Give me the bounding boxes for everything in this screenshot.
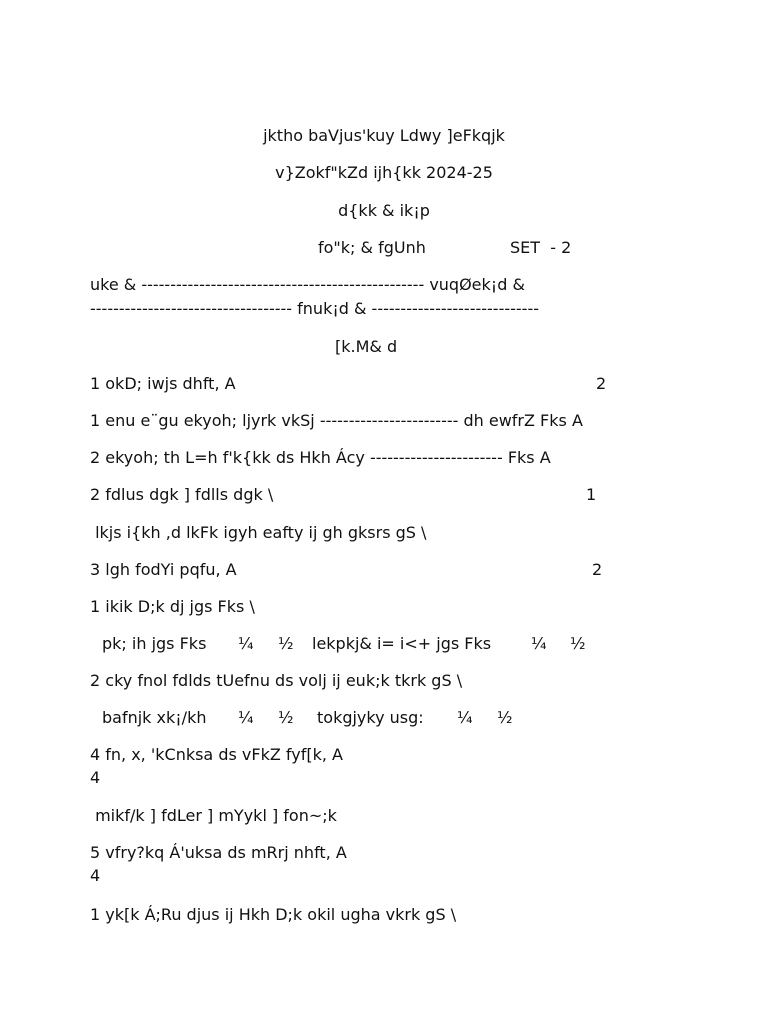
name-roll-line: uke & ------------------------------------------------- vuqØek¡d & xyxy=(90,275,525,294)
option-box-open: ¼ xyxy=(238,708,254,727)
option-3-1-b: lekpkj& i= i<+ jgs Fks xyxy=(312,634,492,653)
option-box-close: ½ xyxy=(497,708,513,727)
question-4-marks: 4 xyxy=(90,768,101,787)
option-3-2-b: tokgjyky usg: xyxy=(317,708,424,727)
question-4: 4 fn, x, 'kCnksa ds vFkZ fyf[k, A xyxy=(90,745,343,764)
question-3-item-1: 1 ikik D;k dj jgs Fks \ xyxy=(90,597,255,616)
section-heading: [k.M& d xyxy=(335,337,398,356)
question-1: 1 okD; iwjs dhft, A xyxy=(90,374,236,393)
option-box-close: ½ xyxy=(278,708,294,727)
question-1-marks: 2 xyxy=(596,374,607,393)
set-label: SET - 2 xyxy=(510,238,572,257)
question-3: 3 lgh fodYi pqfu, A xyxy=(90,560,237,579)
option-box-open: ¼ xyxy=(531,634,547,653)
date-line: ----------------------------------- fnuk¡d & ----------------------------- xyxy=(90,299,539,318)
exam-title: v}Zokf"kZd ijh{kk 2024-25 xyxy=(275,163,493,182)
question-1-item-1: 1 enu e¨gu ekyoh; ljyrk vkSj ------------------------ dh ewfrZ Fks A xyxy=(90,411,583,430)
option-box-open: ¼ xyxy=(238,634,254,653)
option-3-2-a: bafnjk xk¡/kh xyxy=(102,708,207,727)
option-box-open: ¼ xyxy=(457,708,473,727)
option-box-close: ½ xyxy=(278,634,294,653)
question-3-marks: 2 xyxy=(592,560,603,579)
option-box-close: ½ xyxy=(570,634,586,653)
question-3-item-2: 2 cky fnol fdlds tUefnu ds volj ij euk;k tkrk gS \ xyxy=(90,671,463,690)
question-2-marks: 1 xyxy=(586,485,597,504)
question-1-item-2: 2 ekyoh; th L=h f'k{kk ds Hkh Ácy ----------------------- Fks A xyxy=(90,448,551,467)
question-2: 2 fdlus dgk ] fdlls dgk \ xyxy=(90,485,274,504)
question-5-item-1: 1 yk[k Á;Ru djus ij Hkh D;k okil ugha vkrk gS \ xyxy=(90,905,457,924)
subject-label: fo"k; & fgUnh xyxy=(318,238,426,257)
class-label: d{kk & ik¡p xyxy=(338,201,430,220)
question-5: 5 vfry?kq Á'uksa ds mRrj nhft, A xyxy=(90,843,347,862)
question-2-text: lkjs i{kh ,d lkFk igyh eafty ij gh gksrs gS \ xyxy=(90,523,427,542)
school-title: jktho baVjus'kuy Ldwy ]eFkqjk xyxy=(263,126,505,145)
question-5-marks: 4 xyxy=(90,866,101,885)
question-4-words: mikf/k ] fdLer ] mYykl ] fon~;k xyxy=(90,806,337,825)
option-3-1-a: pk; ih jgs Fks xyxy=(102,634,207,653)
